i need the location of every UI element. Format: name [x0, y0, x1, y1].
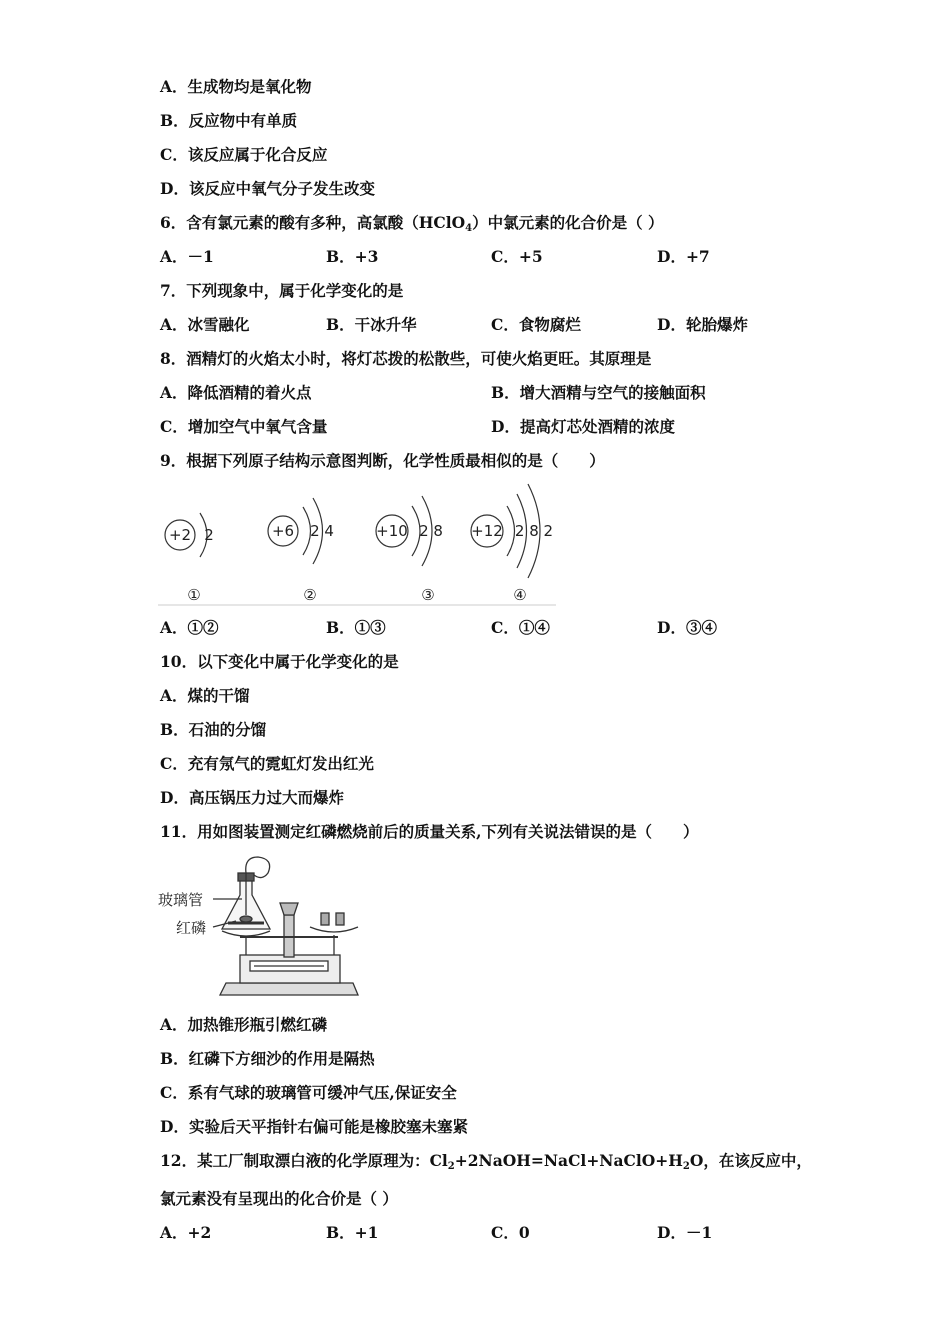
q6-option-b: B．+3: [326, 247, 379, 266]
q12-option-c: C．0: [491, 1223, 530, 1242]
q10-option-a: A．煤的干馏: [160, 686, 250, 705]
q9-option-d: D．③④: [657, 618, 717, 637]
atom-2-electrons: 2 4: [310, 522, 334, 540]
q10-option-b: B．石油的分馏: [160, 720, 267, 739]
q7-option-a: A．冰雪融化: [160, 315, 250, 334]
q8-option-d: D．提高灯芯处酒精的浓度: [491, 417, 675, 436]
label-red-phosphorus: 红磷: [176, 919, 207, 937]
q5-option-d: D．该反应中氧气分子发生改变: [160, 179, 375, 198]
q9-option-c: C．①④: [491, 618, 550, 637]
q7-option-b: B．干冰升华: [326, 315, 417, 334]
q6-option-d: D．+7: [657, 247, 710, 266]
q7-option-c: C．食物腐烂: [491, 315, 581, 334]
q12-option-a: A．+2: [160, 1223, 212, 1242]
q12-option-b: B．+1: [326, 1223, 379, 1242]
atom-3-nucleus: +10: [376, 522, 408, 540]
q10-option-c: C．充有氖气的霓虹灯发出红光: [160, 754, 374, 773]
q8-option-b: B．增大酒精与空气的接触面积: [491, 383, 706, 402]
atom-3-electrons: 2 8: [419, 522, 443, 540]
atom-1-electrons: 2: [204, 526, 214, 544]
q7-stem: 7．下列现象中，属于化学变化的是: [160, 281, 404, 300]
q12-stem-line1: 12．某工厂制取漂白液的化学原理为：$Cl_2+2NaOH=NaCl+NaClO+H_2O$，在该反应中，: [160, 1151, 812, 1172]
q7-option-d: D．轮胎爆炸: [657, 315, 748, 334]
q12-option-d: D．－1: [657, 1223, 713, 1242]
atom-1-label: ①: [187, 586, 201, 604]
atom-2-nucleus: +6: [271, 522, 295, 540]
atom-structure-diagram: [158, 478, 558, 608]
q8-option-c: C．增加空气中氧气含量: [160, 417, 328, 436]
q6-option-a: A．－1: [160, 247, 214, 266]
q6-stem: 6．含有氯元素的酸有多种，高氯酸（HClO$_4$）中氯元素的化合价是（ ）: [160, 213, 664, 234]
atom-2-label: ②: [303, 586, 317, 604]
q11-option-b: B．红磷下方细沙的作用是隔热: [160, 1049, 375, 1068]
q11-option-c: C．系有气球的玻璃管可缓冲气压,保证安全: [160, 1083, 457, 1102]
label-glass-tube: 玻璃管: [158, 891, 204, 909]
q9-option-b: B．①③: [326, 618, 386, 637]
atom-4-label: ④: [513, 586, 527, 604]
q11-option-d: D．实验后天平指针右偏可能是橡胶塞未塞紧: [160, 1117, 468, 1136]
q12-stem-line2: 氯元素没有呈现出的化合价是（ ）: [160, 1189, 398, 1208]
q10-option-d: D．高压锅压力过大而爆炸: [160, 788, 344, 807]
q5-option-b: B．反应物中有单质: [160, 111, 298, 130]
atom-3-label: ③: [421, 586, 435, 604]
q11-option-a: A．加热锥形瓶引燃红磷: [160, 1015, 328, 1034]
q9-stem: 9．根据下列原子结构示意图判断，化学性质最相似的是（ ）: [160, 451, 605, 470]
q5-option-a: A．生成物均是氧化物: [160, 77, 312, 96]
q5-option-c: C．该反应属于化合反应: [160, 145, 328, 164]
atom-1-nucleus: +2: [168, 526, 192, 544]
q8-option-a: A．降低酒精的着火点: [160, 383, 312, 402]
balance-apparatus-diagram: [158, 855, 363, 997]
atom-4-electrons: 2 8 2: [514, 522, 554, 540]
q9-option-a: A．①②: [160, 618, 219, 637]
q6-option-c: C．+5: [491, 247, 543, 266]
atom-4-nucleus: +12: [471, 522, 503, 540]
q8-stem: 8．酒精灯的火焰太小时，将灯芯拨的松散些，可使火焰更旺。其原理是: [160, 349, 652, 368]
q10-stem: 10．以下变化中属于化学变化的是: [160, 652, 399, 671]
q11-stem: 11．用如图装置测定红磷燃烧前后的质量关系,下列有关说法错误的是（ ）: [160, 822, 699, 841]
